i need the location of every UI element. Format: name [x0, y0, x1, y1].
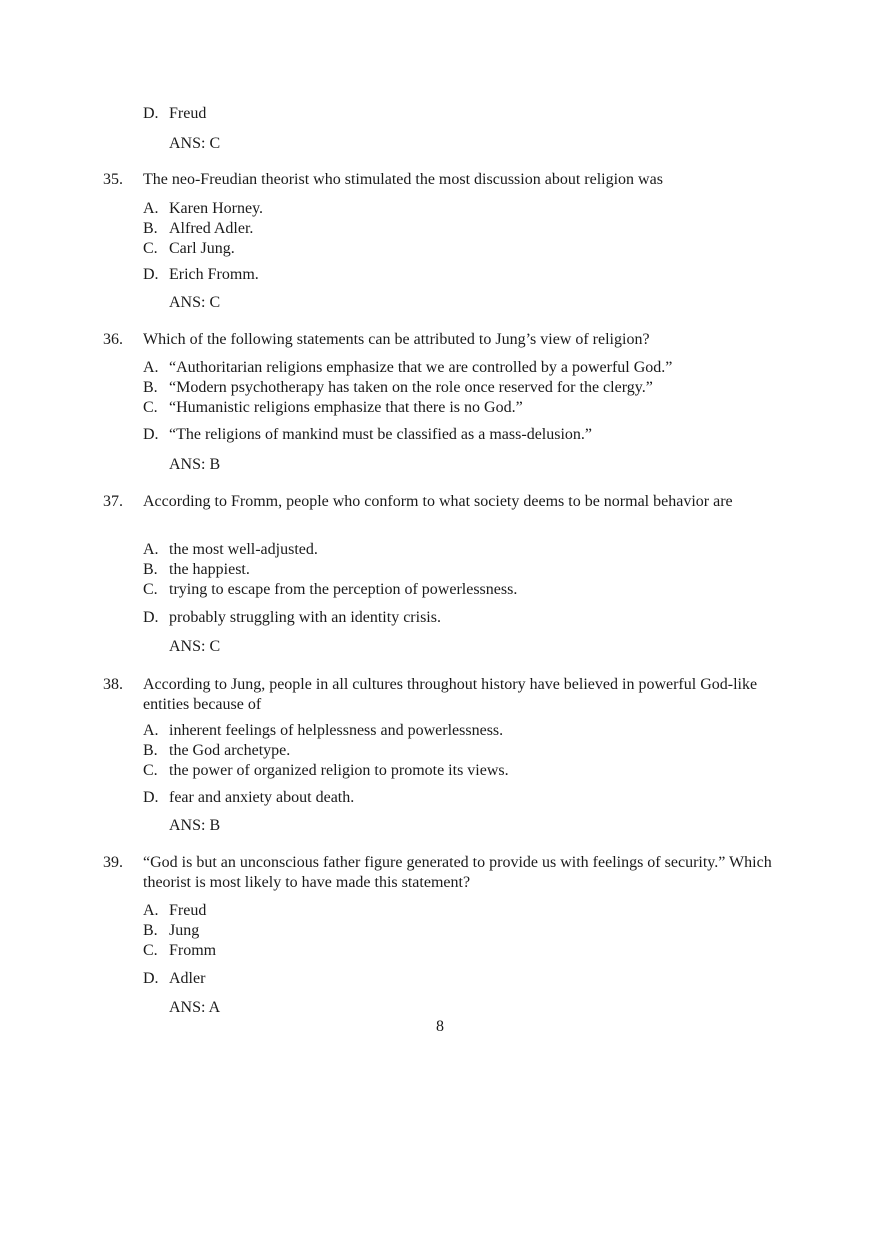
option-text: Erich Fromm.: [169, 266, 259, 283]
option-letter: D.: [143, 970, 159, 987]
option-letter: A.: [143, 541, 159, 558]
question-number: 39.: [103, 854, 123, 871]
option-letter: B.: [143, 379, 158, 396]
option-text: the power of organized religion to promote its views.: [169, 762, 509, 779]
option-letter: B.: [143, 220, 158, 237]
option-letter: C.: [143, 942, 158, 959]
option-text: Adler: [169, 970, 206, 987]
option-text: the God archetype.: [169, 742, 291, 759]
option-letter: A.: [143, 722, 159, 739]
question-stem: The neo-Freudian theorist who stimulated the most discussion about religion was: [143, 171, 663, 188]
option-text: Jung: [169, 922, 200, 939]
answer-key: ANS: C: [169, 638, 221, 655]
option-text: Freud: [169, 105, 207, 122]
option-letter: D.: [143, 609, 159, 626]
option-text: trying to escape from the perception of powerlessness.: [169, 581, 518, 598]
question-stem: Which of the following statements can be attributed to Jung’s view of religion?: [143, 331, 650, 348]
option-text: “The religions of mankind must be classified as a mass-delusion.”: [169, 426, 593, 443]
option-text: inherent feelings of helplessness and powerlessness.: [169, 722, 504, 739]
option-letter: D.: [143, 266, 159, 283]
answer-key: ANS: A: [169, 999, 221, 1016]
option-letter: B.: [143, 922, 158, 939]
question-number: 37.: [103, 493, 123, 510]
option-text: “Modern psychotherapy has taken on the role once reserved for the clergy.”: [169, 379, 653, 396]
question-number: 36.: [103, 331, 123, 348]
question-stem: “God is but an unconscious father figure generated to provide us with feelings of security.” Which theorist is most likely to have made this statement?: [143, 854, 772, 891]
option-letter: C.: [143, 399, 158, 416]
question-stem: According to Jung, people in all cultures throughout history have believed in powerful God-like entities because of: [143, 676, 758, 713]
option-text: “Humanistic religions emphasize that there is no God.”: [169, 399, 523, 416]
option-letter: C.: [143, 581, 158, 598]
option-letter: C.: [143, 240, 158, 257]
option-letter: B.: [143, 742, 158, 759]
option-letter: A.: [143, 902, 159, 919]
option-text: fear and anxiety about death.: [169, 789, 355, 806]
option-text: Alfred Adler.: [169, 220, 254, 237]
answer-key: ANS: C: [169, 135, 221, 152]
option-letter: D.: [143, 105, 159, 122]
option-letter: A.: [143, 200, 159, 217]
option-letter: B.: [143, 561, 158, 578]
option-text: Karen Horney.: [169, 200, 264, 217]
option-text: the happiest.: [169, 561, 250, 578]
answer-key: ANS: B: [169, 456, 221, 473]
option-letter: D.: [143, 789, 159, 806]
option-letter: A.: [143, 359, 159, 376]
option-text: Fromm: [169, 942, 217, 959]
option-text: probably struggling with an identity crisis.: [169, 609, 441, 626]
question-stem: According to Fromm, people who conform to what society deems to be normal behavior are: [143, 493, 733, 510]
option-letter: C.: [143, 762, 158, 779]
option-text: Carl Jung.: [169, 240, 235, 257]
question-number: 35.: [103, 171, 123, 188]
answer-key: ANS: C: [169, 294, 221, 311]
answer-key: ANS: B: [169, 817, 221, 834]
option-text: the most well-adjusted.: [169, 541, 318, 558]
option-text: Freud: [169, 902, 207, 919]
page-number: 8: [436, 1018, 444, 1035]
option-text: “Authoritarian religions emphasize that we are controlled by a powerful God.”: [169, 359, 673, 376]
option-letter: D.: [143, 426, 159, 443]
question-number: 38.: [103, 676, 123, 693]
